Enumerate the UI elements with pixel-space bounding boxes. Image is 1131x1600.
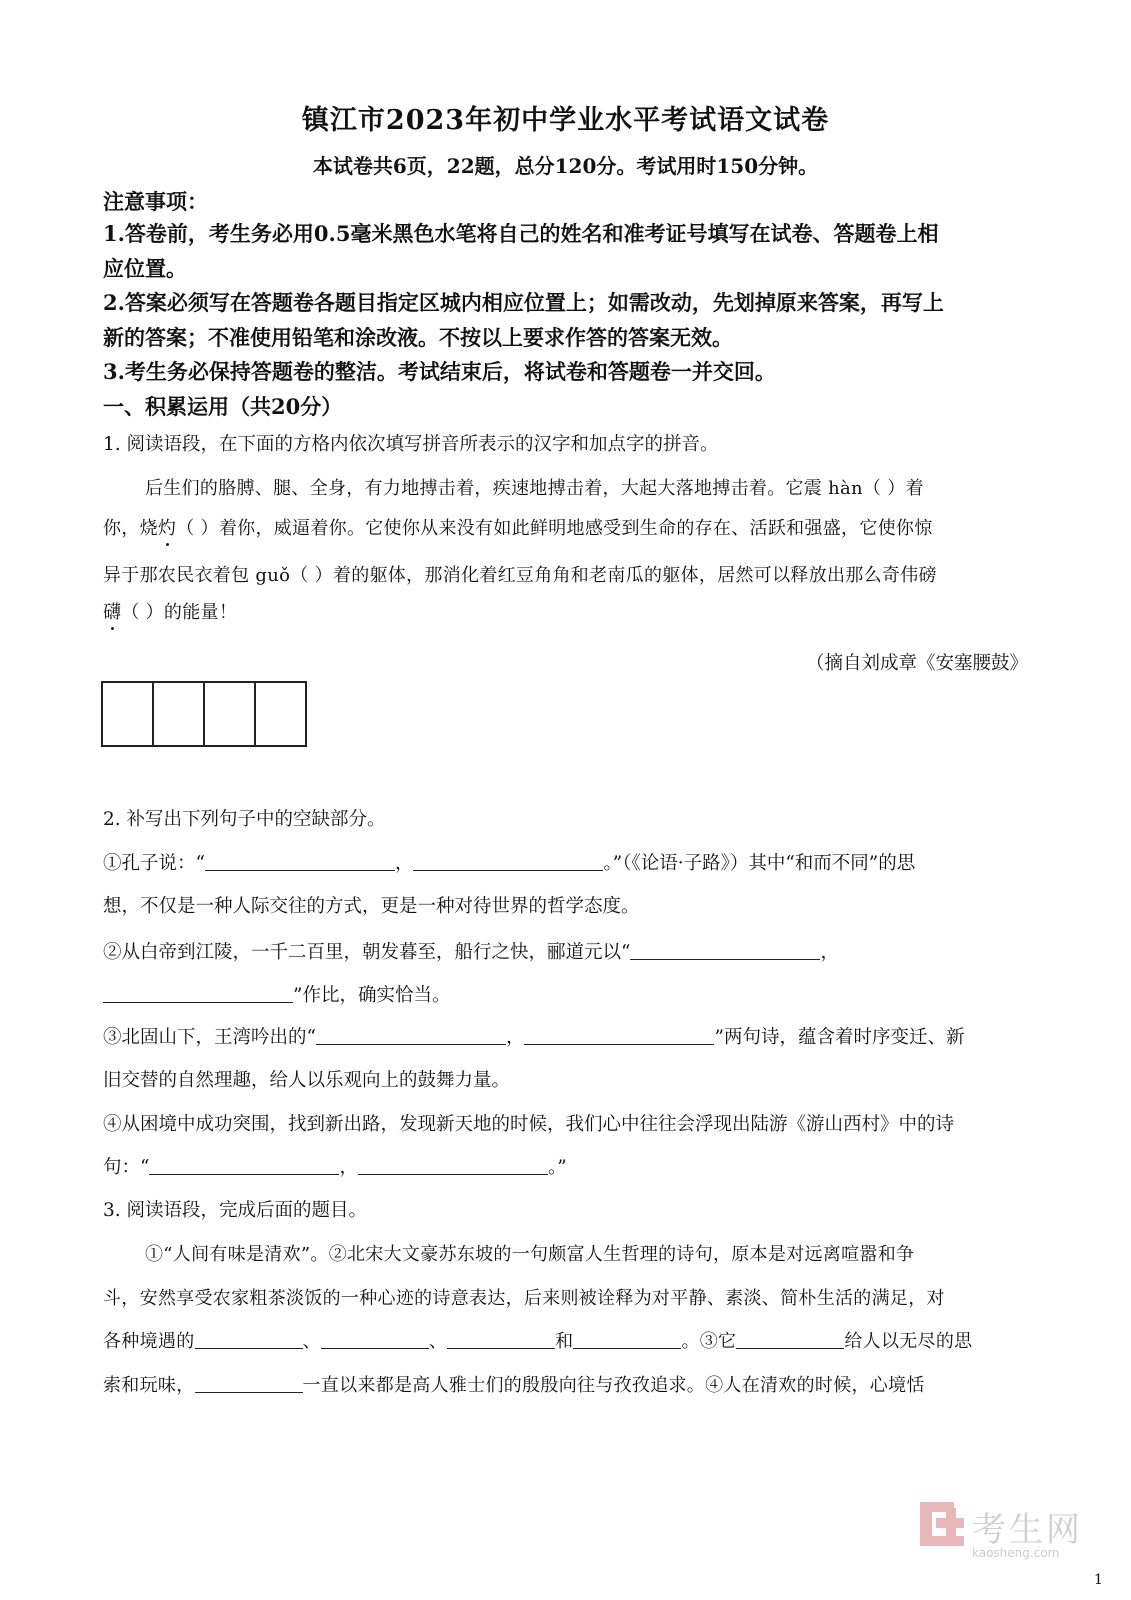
- fill-blank[interactable]: [524, 1026, 714, 1045]
- q1-passage-line-2: 你，烧灼（ ）着你，威逼着你。它使你从来没有如此鲜明地感受到生命的存在、活跃和强盛，它使你惊: [103, 518, 933, 539]
- watermark-text: 考生网: [972, 1510, 1083, 1550]
- notice-item-3: 3.考生务必保持答题卷的整洁。考试结束后，将试卷和答题卷一并交回。: [103, 359, 776, 384]
- q2-prompt: 2. 补写出下列句子中的空缺部分。: [103, 809, 386, 830]
- q2-sentence-2: ②从白帝到江陵，一千二百里，朝发暮至，船行之快，郦道元以“ ，: [103, 942, 839, 963]
- logo-mark-icon: [920, 1502, 964, 1546]
- answer-box[interactable]: [154, 683, 205, 745]
- q1-passage-line-4: 礴（ ）的能量！: [103, 602, 238, 623]
- q1-source: （摘自刘成章《安塞腰鼓》: [805, 653, 1028, 674]
- q3-prompt: 3. 阅读语段，完成后面的题目。: [103, 1200, 368, 1221]
- watermark-logo: [920, 1502, 1096, 1564]
- answer-box[interactable]: [205, 683, 256, 745]
- fill-blank[interactable]: [316, 1026, 506, 1045]
- fill-blank[interactable]: [573, 1330, 681, 1349]
- fill-blank[interactable]: [736, 1330, 844, 1349]
- page-subtitle: 本试卷共6页，22题，总分120分。考试用时150分钟。: [312, 154, 819, 178]
- q3-passage-line-2: 斗，安然享受农家粗茶淡饭的一种心迹的诗意表达，后来则被诠释为对平静、素淡、简朴生活的满足，对: [103, 1288, 945, 1309]
- q2-sentence-4: ④从困境中成功突围，找到新出路，发现新天地的时候，我们心中往往会浮现出陆游《游山西村》中的诗: [103, 1114, 955, 1135]
- fill-blank[interactable]: [195, 1374, 303, 1393]
- dotted-char: 礴: [103, 602, 122, 623]
- fill-blank[interactable]: [103, 984, 293, 1003]
- notice-item-2-line-1: 2.答案必须写在答题卷各题目指定区城内相应位置上；如需改动，先划掉原来答案，再写上: [103, 290, 944, 315]
- q2-sentence-2-line-2: ”作比，确实恰当。: [103, 981, 450, 1007]
- q3-passage-line-1: ①“人间有味是清欢”。②北宋大文豪苏东坡的一句颇富人生哲理的诗句，原本是对远离喧嚣和争: [145, 1244, 915, 1265]
- fill-blank[interactable]: [205, 852, 395, 871]
- answer-grid[interactable]: [101, 681, 307, 747]
- fill-blank[interactable]: [413, 852, 603, 871]
- fill-blank[interactable]: [195, 1330, 303, 1349]
- answer-box[interactable]: [103, 683, 154, 745]
- notice-item-2-line-2: 新的答案；不准使用铅笔和涂改液。不按以上要求作答的答案无效。: [103, 325, 733, 350]
- fill-blank[interactable]: [358, 1156, 548, 1175]
- q3-passage-line-4: 索和玩味， 一直以来都是高人雅士们的殷殷向往与孜孜追求。④人在清欢的时候，心境恬: [103, 1375, 925, 1396]
- fill-blank[interactable]: [149, 1156, 339, 1175]
- dotted-char: 灼: [157, 518, 177, 539]
- fill-blank[interactable]: [321, 1330, 429, 1349]
- q3-passage-line-3: 各种境遇的 、 、 和 。③它 给人以无尽的思: [103, 1331, 973, 1352]
- watermark-url: kaosheng.com: [972, 1546, 1060, 1560]
- q1-prompt: 1. 阅读语段，在下面的方格内依次填写拼音所表示的汉字和加点字的拼音。: [103, 434, 719, 455]
- notice-item-1-line-2: 应位置。: [103, 256, 187, 281]
- fill-blank[interactable]: [447, 1330, 555, 1349]
- page-title: 镇江市2023年初中学业水平考试语文试卷: [301, 105, 830, 136]
- section-1-heading: 一、积累运用（共20分）: [103, 394, 343, 419]
- fill-blank[interactable]: [630, 941, 820, 960]
- notice-item-1-line-1: 1.答卷前，考生务必用0.5毫米黑色水笔将自己的姓名和准考证号填写在试卷、答题卷上相: [103, 221, 939, 246]
- q2-sentence-4-line-2: 句：“ ， 。”: [103, 1157, 567, 1178]
- page-number: 1: [1094, 1572, 1103, 1588]
- q1-passage-line-3: 异于那农民衣着包 guǒ（ ）着的躯体，那消化着红豆角角和老南瓜的躯体，居然可以释放出那么奇伟磅: [103, 565, 937, 586]
- q2-sentence-1: ①孔子说：“ ， 。”（《论语·子路》）其中“和而不同”的思: [103, 853, 916, 874]
- notice-heading: 注意事项：: [103, 189, 208, 214]
- q1-passage-line-1: 后生们的胳膊、腿、全身，有力地搏击着，疾速地搏击着，大起大落地搏击着。它震 hàn（ ）着: [145, 478, 924, 499]
- q2-sentence-1-line-2: 想，不仅是一种人际交往的方式，更是一种对待世界的哲学态度。: [103, 896, 640, 917]
- q2-sentence-3: ③北固山下，王湾吟出的“ ， ”两句诗，蕴含着时序变迁、新: [103, 1027, 965, 1048]
- answer-box[interactable]: [256, 683, 305, 745]
- q2-sentence-3-line-2: 旧交替的自然理趣，给人以乐观向上的鼓舞力量。: [103, 1070, 511, 1091]
